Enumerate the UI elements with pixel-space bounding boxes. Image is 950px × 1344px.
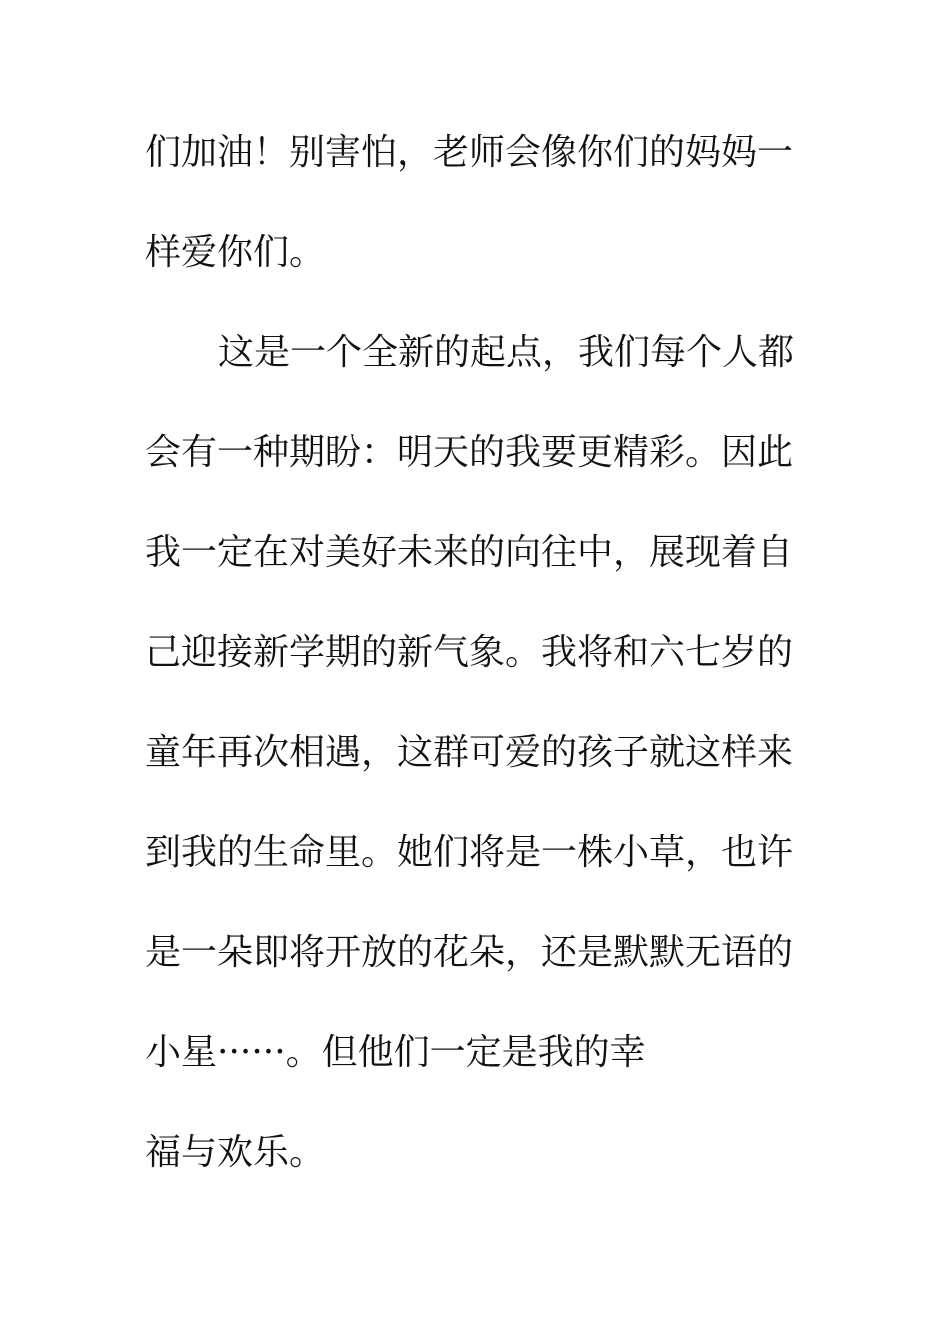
text-line: 我一定在对美好未来的向往中，展现着自 bbox=[145, 532, 794, 573]
text-line: 小星······。但他们一定是我的幸 bbox=[145, 1032, 646, 1073]
text-line: 们加油！别害怕，老师会像你们的妈妈一 bbox=[145, 132, 794, 173]
text-line: 童年再次相遇，这群可爱的孩子就这样来 bbox=[145, 732, 794, 773]
text-line: 样爱你们。 bbox=[145, 232, 326, 273]
paragraph-start-line: 这是一个全新的起点，我们每个人都 bbox=[218, 332, 795, 373]
text-line: 会有一种期盼：明天的我要更精彩。因此 bbox=[145, 432, 794, 473]
text-line: 福与欢乐。 bbox=[145, 1132, 326, 1173]
text-line: 己迎接新学期的新气象。我将和六七岁的 bbox=[145, 632, 794, 673]
text-line: 是一朵即将开放的花朵，还是默默无语的 bbox=[145, 932, 794, 973]
text-line: 到我的生命里。她们将是一株小草，也许 bbox=[145, 832, 794, 873]
